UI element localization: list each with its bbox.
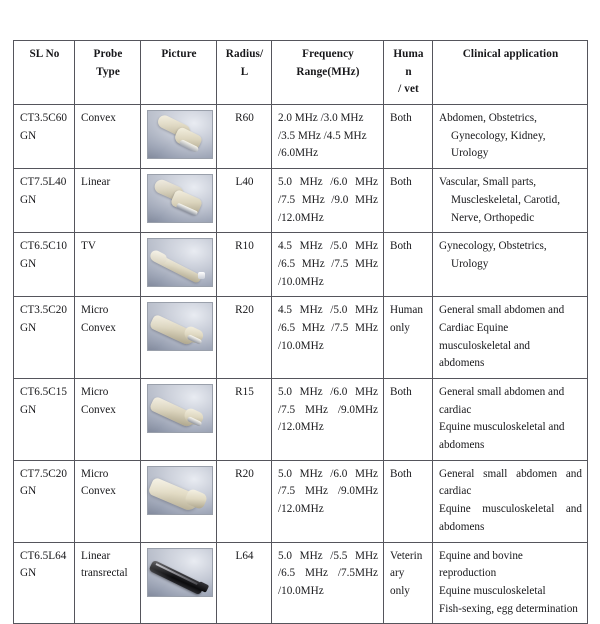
clinical-application-line: General small abdomen and	[439, 304, 565, 317]
frequency-line: /6.5 MHz /7.5 MHz	[278, 257, 378, 270]
frequency-line: /6.0MHz	[278, 147, 319, 160]
column-header-sl-no	[14, 41, 75, 105]
header-line: Picture	[161, 48, 197, 60]
cell-radius-l: L64	[217, 542, 272, 624]
frequency-lines	[278, 384, 378, 437]
sl-no-line: GN	[20, 403, 37, 416]
table-row	[14, 169, 588, 233]
sl-no-lines	[20, 384, 69, 419]
clinical-application-line: Fish-sexing, egg determination	[439, 602, 578, 615]
clinical-application-line: Urology	[451, 257, 489, 270]
human-vet-line: Human	[390, 304, 423, 317]
cell-picture	[141, 233, 217, 297]
table-body	[14, 105, 588, 624]
frequency-line: /6.5 MHz /7.5MHz	[278, 567, 378, 580]
table-row	[14, 297, 588, 379]
clinical-application-line: reproduction	[439, 567, 497, 580]
frequency-line: /6.5 MHz /7.5 MHz	[278, 321, 378, 334]
probe-type-line: Micro	[81, 304, 109, 317]
cell-human-vet	[384, 169, 433, 233]
clinical-application-line: Equine and bovine	[439, 549, 523, 562]
micro-convex-fat-probe-image	[147, 466, 213, 515]
clinical-application-line: Nerve, Orthopedic	[451, 211, 535, 224]
frequency-line: 5.0 MHz /6.0 MHz	[278, 176, 378, 189]
cell-clinical-application	[433, 169, 588, 233]
frequency-line: /3.5 MHz /4.5 MHz	[278, 129, 367, 142]
cell-radius-l: R10	[217, 233, 272, 297]
cell-probe-type	[75, 233, 141, 297]
clinical-application-line: Vascular, Small parts,	[439, 176, 537, 189]
column-header-probe-type-lines	[81, 46, 135, 81]
clinical-application-lines	[439, 174, 582, 227]
human-vet-lines	[390, 384, 427, 402]
human-vet-line: Both	[390, 176, 412, 189]
clinical-application-line: Muscleskeletal, Carotid,	[451, 193, 561, 206]
frequency-line: /10.0MHz	[278, 584, 324, 597]
frequency-line: 5.0 MHz /5.5 MHz	[278, 549, 378, 562]
header-line: / vet	[398, 83, 419, 96]
cell-frequency-range	[272, 233, 384, 297]
cell-human-vet	[384, 233, 433, 297]
sl-no-line: GN	[20, 485, 37, 498]
frequency-line: 4.5 MHz /5.0 MHz	[278, 240, 378, 253]
clinical-application-lines	[439, 548, 582, 619]
transvaginal-probe-image	[147, 238, 213, 287]
frequency-line: /10.0MHz	[278, 275, 324, 288]
ultrasound-probe-specification-table	[13, 40, 588, 624]
convex-probe-image	[147, 110, 213, 159]
frequency-line: /10.0MHz	[278, 339, 324, 352]
clinical-application-line: abdomens	[439, 357, 485, 370]
cell-sl-no	[14, 233, 75, 297]
sl-no-lines	[20, 466, 69, 501]
sl-no-line: CT3.5C60	[20, 112, 67, 125]
cell-human-vet	[384, 460, 433, 542]
clinical-application-line: General small abdomen and	[439, 467, 582, 480]
human-vet-lines	[390, 110, 427, 128]
clinical-application-line: Equine musculoskeletal and	[439, 503, 582, 516]
human-vet-line: Both	[390, 112, 412, 125]
sl-no-lines	[20, 110, 69, 145]
column-header-radius-l	[217, 41, 272, 105]
cell-clinical-application	[433, 460, 588, 542]
frequency-line: /12.0MHz	[278, 503, 324, 516]
frequency-line: /7.5 MHz /9.0 MHz	[278, 193, 378, 206]
cell-probe-type	[75, 169, 141, 233]
human-vet-line: only	[390, 321, 410, 334]
cell-human-vet	[384, 542, 433, 624]
column-header-human-vet-lines	[390, 46, 427, 99]
probe-type-lines	[81, 548, 135, 583]
sl-no-line: CT3.5C20	[20, 304, 67, 317]
frequency-line: /7.5 MHz /9.0MHz	[278, 485, 378, 498]
sl-no-line: GN	[20, 129, 37, 142]
clinical-application-line: Gynecology, Kidney,	[451, 129, 546, 142]
column-header-human-vet	[384, 41, 433, 105]
cell-sl-no	[14, 379, 75, 461]
frequency-line: 2.0 MHz /3.0 MHz	[278, 112, 364, 125]
probe-type-line: Linear	[81, 549, 111, 562]
linear-probe-image	[147, 174, 213, 223]
sl-no-line: CT6.5L64	[20, 549, 67, 562]
header-row	[14, 41, 588, 105]
column-header-clinical-application	[433, 41, 588, 105]
human-vet-line: ary	[390, 567, 405, 580]
probe-type-lines	[81, 466, 135, 501]
cell-picture	[141, 460, 217, 542]
human-vet-line: Both	[390, 386, 412, 398]
human-vet-line: Both	[390, 240, 412, 253]
cell-radius-l: R15	[217, 379, 272, 461]
human-vet-lines	[390, 238, 427, 256]
frequency-lines	[278, 548, 378, 601]
probe-type-lines	[81, 302, 135, 337]
cell-radius-l: R20	[217, 297, 272, 379]
probe-type-line: Convex	[81, 321, 116, 334]
table-header	[14, 41, 588, 105]
probe-type-lines	[81, 384, 135, 419]
cell-picture	[141, 297, 217, 379]
clinical-application-line: General small abdomen and	[439, 386, 565, 398]
probe-type-lines	[81, 174, 135, 192]
clinical-application-lines	[439, 384, 582, 455]
cell-frequency-range	[272, 105, 384, 169]
header-line: Radius/	[225, 48, 264, 60]
column-header-sl-no-lines	[20, 46, 69, 64]
cell-clinical-application	[433, 379, 588, 461]
probe-type-line: TV	[81, 240, 96, 253]
frequency-lines	[278, 466, 378, 519]
probe-type-line: Convex	[81, 403, 116, 416]
cell-radius-l: R20	[217, 460, 272, 542]
clinical-application-line: cardiac	[439, 485, 472, 498]
cell-radius-l: L40	[217, 169, 272, 233]
probe-type-line: Micro	[81, 467, 109, 480]
frequency-lines	[278, 302, 378, 355]
cell-sl-no	[14, 169, 75, 233]
header-line: Range(MHz)	[296, 65, 360, 78]
clinical-application-lines	[439, 466, 582, 537]
human-vet-lines	[390, 302, 427, 337]
human-vet-line: Veterin	[390, 549, 423, 562]
table-row	[14, 460, 588, 542]
column-header-picture-lines	[147, 46, 211, 64]
clinical-application-line: cardiac	[439, 403, 472, 416]
cell-sl-no	[14, 105, 75, 169]
sl-no-line: CT6.5C10	[20, 240, 67, 253]
cell-picture	[141, 379, 217, 461]
cell-frequency-range	[272, 379, 384, 461]
clinical-application-line: musculoskeletal and	[439, 339, 531, 352]
sl-no-line: CT7.5C20	[20, 467, 67, 480]
cell-probe-type	[75, 542, 141, 624]
clinical-application-line: abdomens	[439, 520, 485, 533]
cell-sl-no	[14, 460, 75, 542]
probe-type-line: Micro	[81, 386, 109, 398]
frequency-line: /12.0MHz	[278, 211, 324, 224]
cell-human-vet	[384, 297, 433, 379]
table-row	[14, 233, 588, 297]
sl-no-line: GN	[20, 257, 37, 270]
header-line: Huma	[393, 48, 424, 60]
probe-type-line: transrectal	[81, 567, 128, 580]
frequency-line: 4.5 MHz /5.0 MHz	[278, 304, 378, 317]
column-header-frequency-range	[272, 41, 384, 105]
micro-convex-probe-image	[147, 384, 213, 433]
column-header-picture	[141, 41, 217, 105]
frequency-lines	[278, 110, 378, 163]
header-line: Frequency	[302, 48, 354, 60]
cell-frequency-range	[272, 460, 384, 542]
column-header-probe-type	[75, 41, 141, 105]
cell-picture	[141, 105, 217, 169]
cell-frequency-range	[272, 542, 384, 624]
table-row	[14, 105, 588, 169]
frequency-line: 5.0 MHz /6.0 MHz	[278, 467, 378, 480]
table-row	[14, 379, 588, 461]
header-line: SL No	[29, 48, 60, 60]
cell-picture	[141, 169, 217, 233]
cell-sl-no	[14, 297, 75, 379]
cell-clinical-application	[433, 233, 588, 297]
header-line: Type	[96, 65, 120, 78]
transvaginal-probe-image-part	[198, 272, 205, 279]
cell-clinical-application	[433, 105, 588, 169]
human-vet-lines	[390, 466, 427, 484]
probe-type-line: Linear	[81, 176, 111, 189]
cell-probe-type	[75, 297, 141, 379]
sl-no-lines	[20, 238, 69, 273]
clinical-application-lines	[439, 302, 582, 373]
sl-no-line: GN	[20, 193, 37, 206]
probe-type-line: Convex	[81, 112, 116, 125]
human-vet-line: only	[390, 584, 410, 597]
cell-human-vet	[384, 105, 433, 169]
clinical-application-line: Equine musculoskeletal and	[439, 421, 565, 434]
frequency-line: /7.5 MHz /9.0MHz	[278, 403, 378, 416]
probe-type-line: Convex	[81, 485, 116, 498]
sl-no-line: GN	[20, 567, 37, 580]
sl-no-line: CT7.5L40	[20, 176, 67, 189]
sl-no-lines	[20, 302, 69, 337]
probe-type-lines	[81, 238, 135, 256]
cell-radius-l: R60	[217, 105, 272, 169]
human-vet-line: Both	[390, 467, 412, 480]
sl-no-line: GN	[20, 321, 37, 334]
probe-type-lines	[81, 110, 135, 128]
column-header-frequency-range-lines	[278, 46, 378, 81]
sl-no-lines	[20, 548, 69, 583]
human-vet-lines	[390, 548, 427, 601]
clinical-application-lines	[439, 110, 582, 163]
frequency-lines	[278, 174, 378, 227]
cell-clinical-application	[433, 542, 588, 624]
table-row	[14, 542, 588, 624]
clinical-application-line: Equine musculoskeletal	[439, 584, 546, 597]
cell-sl-no	[14, 542, 75, 624]
cell-human-vet	[384, 379, 433, 461]
header-line: L	[240, 65, 249, 78]
cell-frequency-range	[272, 297, 384, 379]
cell-probe-type	[75, 105, 141, 169]
frequency-line: /12.0MHz	[278, 421, 324, 434]
cell-probe-type	[75, 379, 141, 461]
cell-picture	[141, 542, 217, 624]
clinical-application-line: Urology	[451, 147, 489, 160]
header-line: n	[405, 65, 412, 78]
header-line: Clinical application	[462, 48, 559, 60]
column-header-clinical-application-lines	[439, 46, 582, 64]
sl-no-line: CT6.5C15	[20, 386, 67, 398]
frequency-line: 5.0 MHz /6.0 MHz	[278, 386, 378, 398]
micro-convex-probe-image	[147, 302, 213, 351]
cell-probe-type	[75, 460, 141, 542]
cell-frequency-range	[272, 169, 384, 233]
clinical-application-line: abdomens	[439, 439, 485, 452]
sl-no-lines	[20, 174, 69, 209]
column-header-radius-l-lines	[223, 46, 266, 81]
human-vet-lines	[390, 174, 427, 192]
frequency-lines	[278, 238, 378, 291]
clinical-application-lines	[439, 238, 582, 273]
linear-transrectal-probe-image	[147, 548, 213, 597]
cell-clinical-application	[433, 297, 588, 379]
clinical-application-line: Gynecology, Obstetrics,	[439, 240, 547, 253]
clinical-application-line: Abdomen, Obstetrics,	[439, 112, 537, 125]
header-line: Probe	[93, 48, 123, 60]
clinical-application-line: Cardiac Equine	[439, 321, 509, 334]
